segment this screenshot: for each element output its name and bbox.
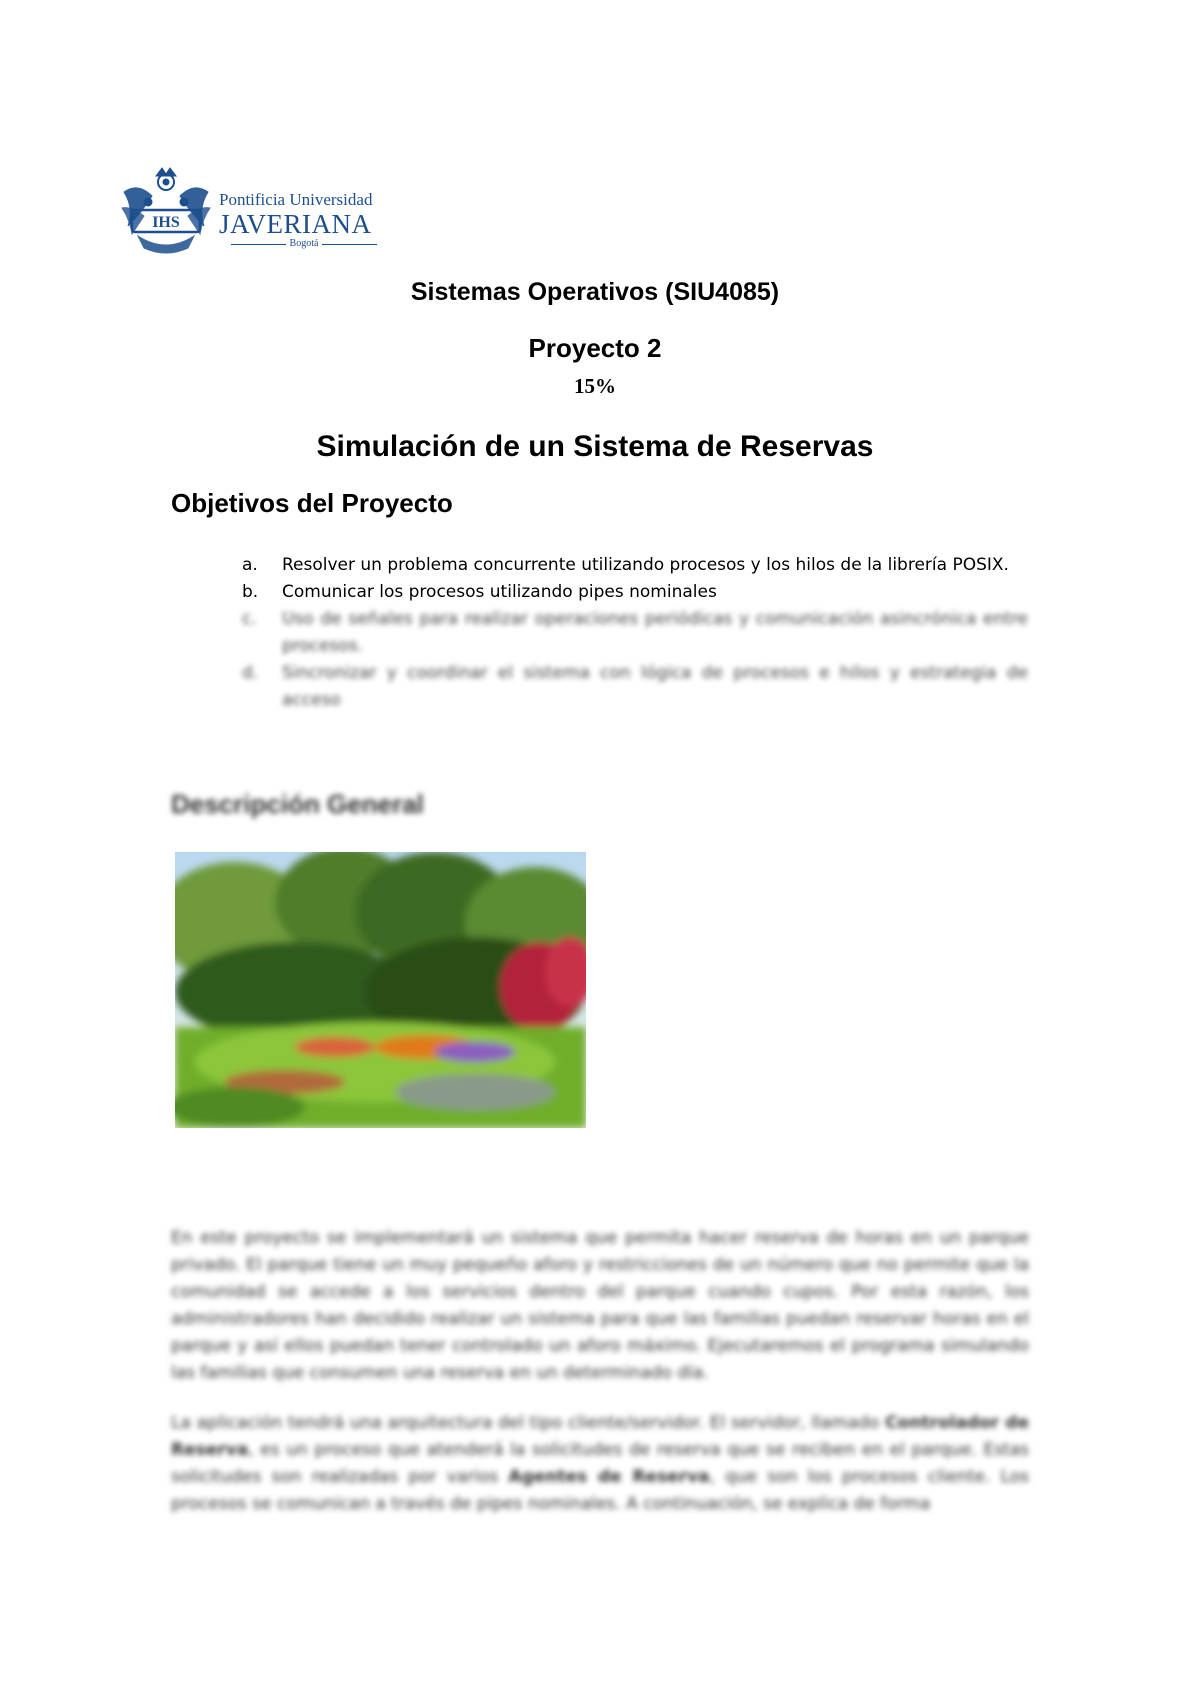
paragraph-text: La aplicación tendrá una arquitectura del tipo cliente/servidor. El servidor, llamado	[171, 1413, 886, 1433]
objective-marker: c.	[242, 609, 257, 629]
course-title: Sistemas Operativos (SIU4085)	[410, 278, 780, 306]
logo-line-bogota: Bogotá	[219, 238, 389, 250]
description-heading: Descripción General	[171, 789, 424, 819]
description-paragraph-1: En este proyecto se implementará un sistema que permita hacer reserva de horas en un parque privado. El parque tiene un muy pequeño aforo y restricciones de un número que no permite que la comunidad se accede a los servicios dentro del parque cuando cupos. Por esta razón, los administradores han decidido realizar un sistema para que las familias puedan reservar horas en el parque y así ellos puedan tener controlado un aforo máximo. Ejecutaremos el programa simulando las familias que consumen una reserva en un determinado día.	[171, 1228, 1029, 1383]
objective-marker: b.	[242, 582, 259, 602]
project-weight: 15%	[574, 374, 616, 398]
objective-item	[242, 552, 1028, 579]
objective-item	[242, 606, 1028, 660]
objective-item	[242, 660, 1028, 714]
paragraph-text: , que son los procesos cliente. Los procesos se comunican a través de pipes nominales. A continuación, se explica de forma	[171, 1467, 1029, 1514]
objectives-list	[242, 552, 1028, 714]
crest-letters: IHS	[152, 214, 180, 231]
logo-line-javeriana: JAVERIANA	[219, 209, 372, 239]
objective-text: Uso de señales para realizar operaciones periódicas y comunicación asincrónica entre procesos.	[282, 609, 1028, 656]
objective-marker: a.	[242, 555, 258, 575]
description-paragraph-2	[171, 1410, 1029, 1518]
project-title: Proyecto 2	[528, 333, 662, 363]
agent-term: Agentes de Reserva	[508, 1467, 710, 1487]
logo-line-pontificia: Pontificia Universidad	[219, 190, 373, 209]
university-logo	[118, 162, 388, 258]
paragraph-text: , es un proceso que atenderá la solicitudes de reserva que se reciben en el parque. Estas solicitudes son realizadas por varios	[171, 1440, 1029, 1487]
logo-wordmark	[219, 190, 389, 250]
park-image	[175, 852, 586, 1128]
objective-text: Comunicar los procesos utilizando pipes nominales	[282, 582, 717, 602]
objective-marker: d.	[242, 663, 259, 683]
document-title: Simulación de un Sistema de Reservas	[316, 430, 874, 463]
objectives-heading: Objetivos del Proyecto	[171, 488, 453, 518]
crest-icon	[118, 162, 214, 258]
controller-term: Controlador de Reserva	[171, 1413, 1029, 1460]
objective-text: Sincronizar y coordinar el sistema con lógica de procesos e hilos y estrategia de acceso	[282, 663, 1028, 710]
objective-text: Resolver un problema concurrente utilizando procesos y los hilos de la librería POSIX.	[282, 555, 1009, 575]
objective-item	[242, 579, 1028, 606]
